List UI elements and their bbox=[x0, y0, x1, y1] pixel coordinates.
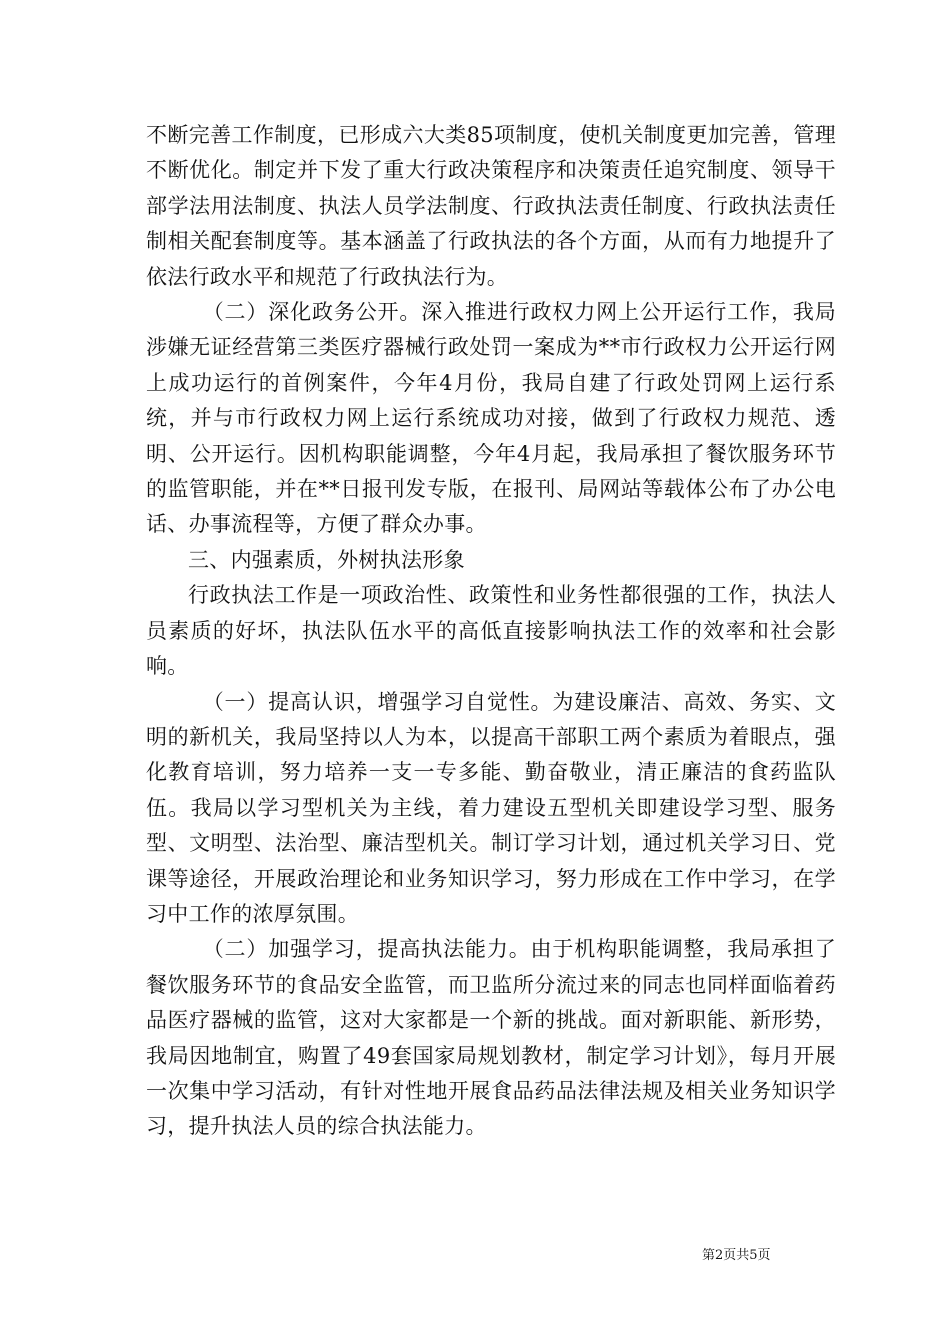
paragraph-awareness-study: （一）提高认识，增强学习自觉性。为建设廉洁、高效、务实、文明的新机关，我局坚持以人为本，以提高干部职工两个素质为着眼点，强化教育培训，努力培养一支一专多能、勤奋敬业，清正廉洁的食药监队伍。我局以学习型机关为主线，着力建设五型机关即建设学习型、服务型、文明型、法治型、廉洁型机关。制订学习计划，通过机关学习日、党课等途径，开展政治理论和业务知识学习，努力形成在工作中学习，在学习中工作的浓厚氛围。 bbox=[146, 689, 836, 926]
paragraph-enforcement-intro: 行政执法工作是一项政治性、政策性和业务性都很强的工作，执法人员素质的好坏，执法队伍水平的高低直接影响执法工作的效率和社会影响。 bbox=[146, 583, 836, 679]
paragraph-government-openness: （二）深化政务公开。深入推进行政权力网上公开运行工作，我局涉嫌无证经营第三类医疗器械行政处罚一案成为**市行政权力公开运行网上成功运行的首例案件，今年4月份，我局自建了行政处罚网上运行系统，并与市行政权力网上运行系统成功对接，做到了行政权力规范、透明、公开运行。因机构职能调整，今年4月起，我局承担了餐饮服务环节的监管职能，并在**日报刊发专版，在报刊、局网站等载体公布了办公电话、办事流程等，方便了群众办事。 bbox=[146, 300, 836, 537]
paragraph-strengthen-learning: （二）加强学习，提高执法能力。由于机构职能调整，我局承担了餐饮服务环节的食品安全监管，而卫监所分流过来的同志也同样面临着药品医疗器械的监管，这对大家都是一个新的挑战。面对新职能、新形势，我局因地制宜，购置了49套国家局规划教材，制定学习计划》，每月开展一次集中学习活动，有针对性地开展食品药品法律法规及相关业务知识学习，提升执法人员的综合执法能力。 bbox=[146, 937, 836, 1139]
page-number-footer: 第2页共5页 bbox=[702, 1248, 771, 1263]
paragraph-system-rules: 不断完善工作制度，已形成六大类85项制度，使机关制度更加完善，管理不断优化。制定并下发了重大行政决策程序和决策责任追究制度、领导干部学法用法制度、执法人员学法制度、行政执法责任制度、行政执法责任制相关配套制度等。基本涵盖了行政执法的各个方面，从而有力地提升了依法行政水平和规范了行政执法行为。 bbox=[146, 123, 836, 289]
section-heading-quality: 三、内强素质，外树执法形象 bbox=[188, 547, 465, 572]
document-body bbox=[146, 118, 836, 1145]
